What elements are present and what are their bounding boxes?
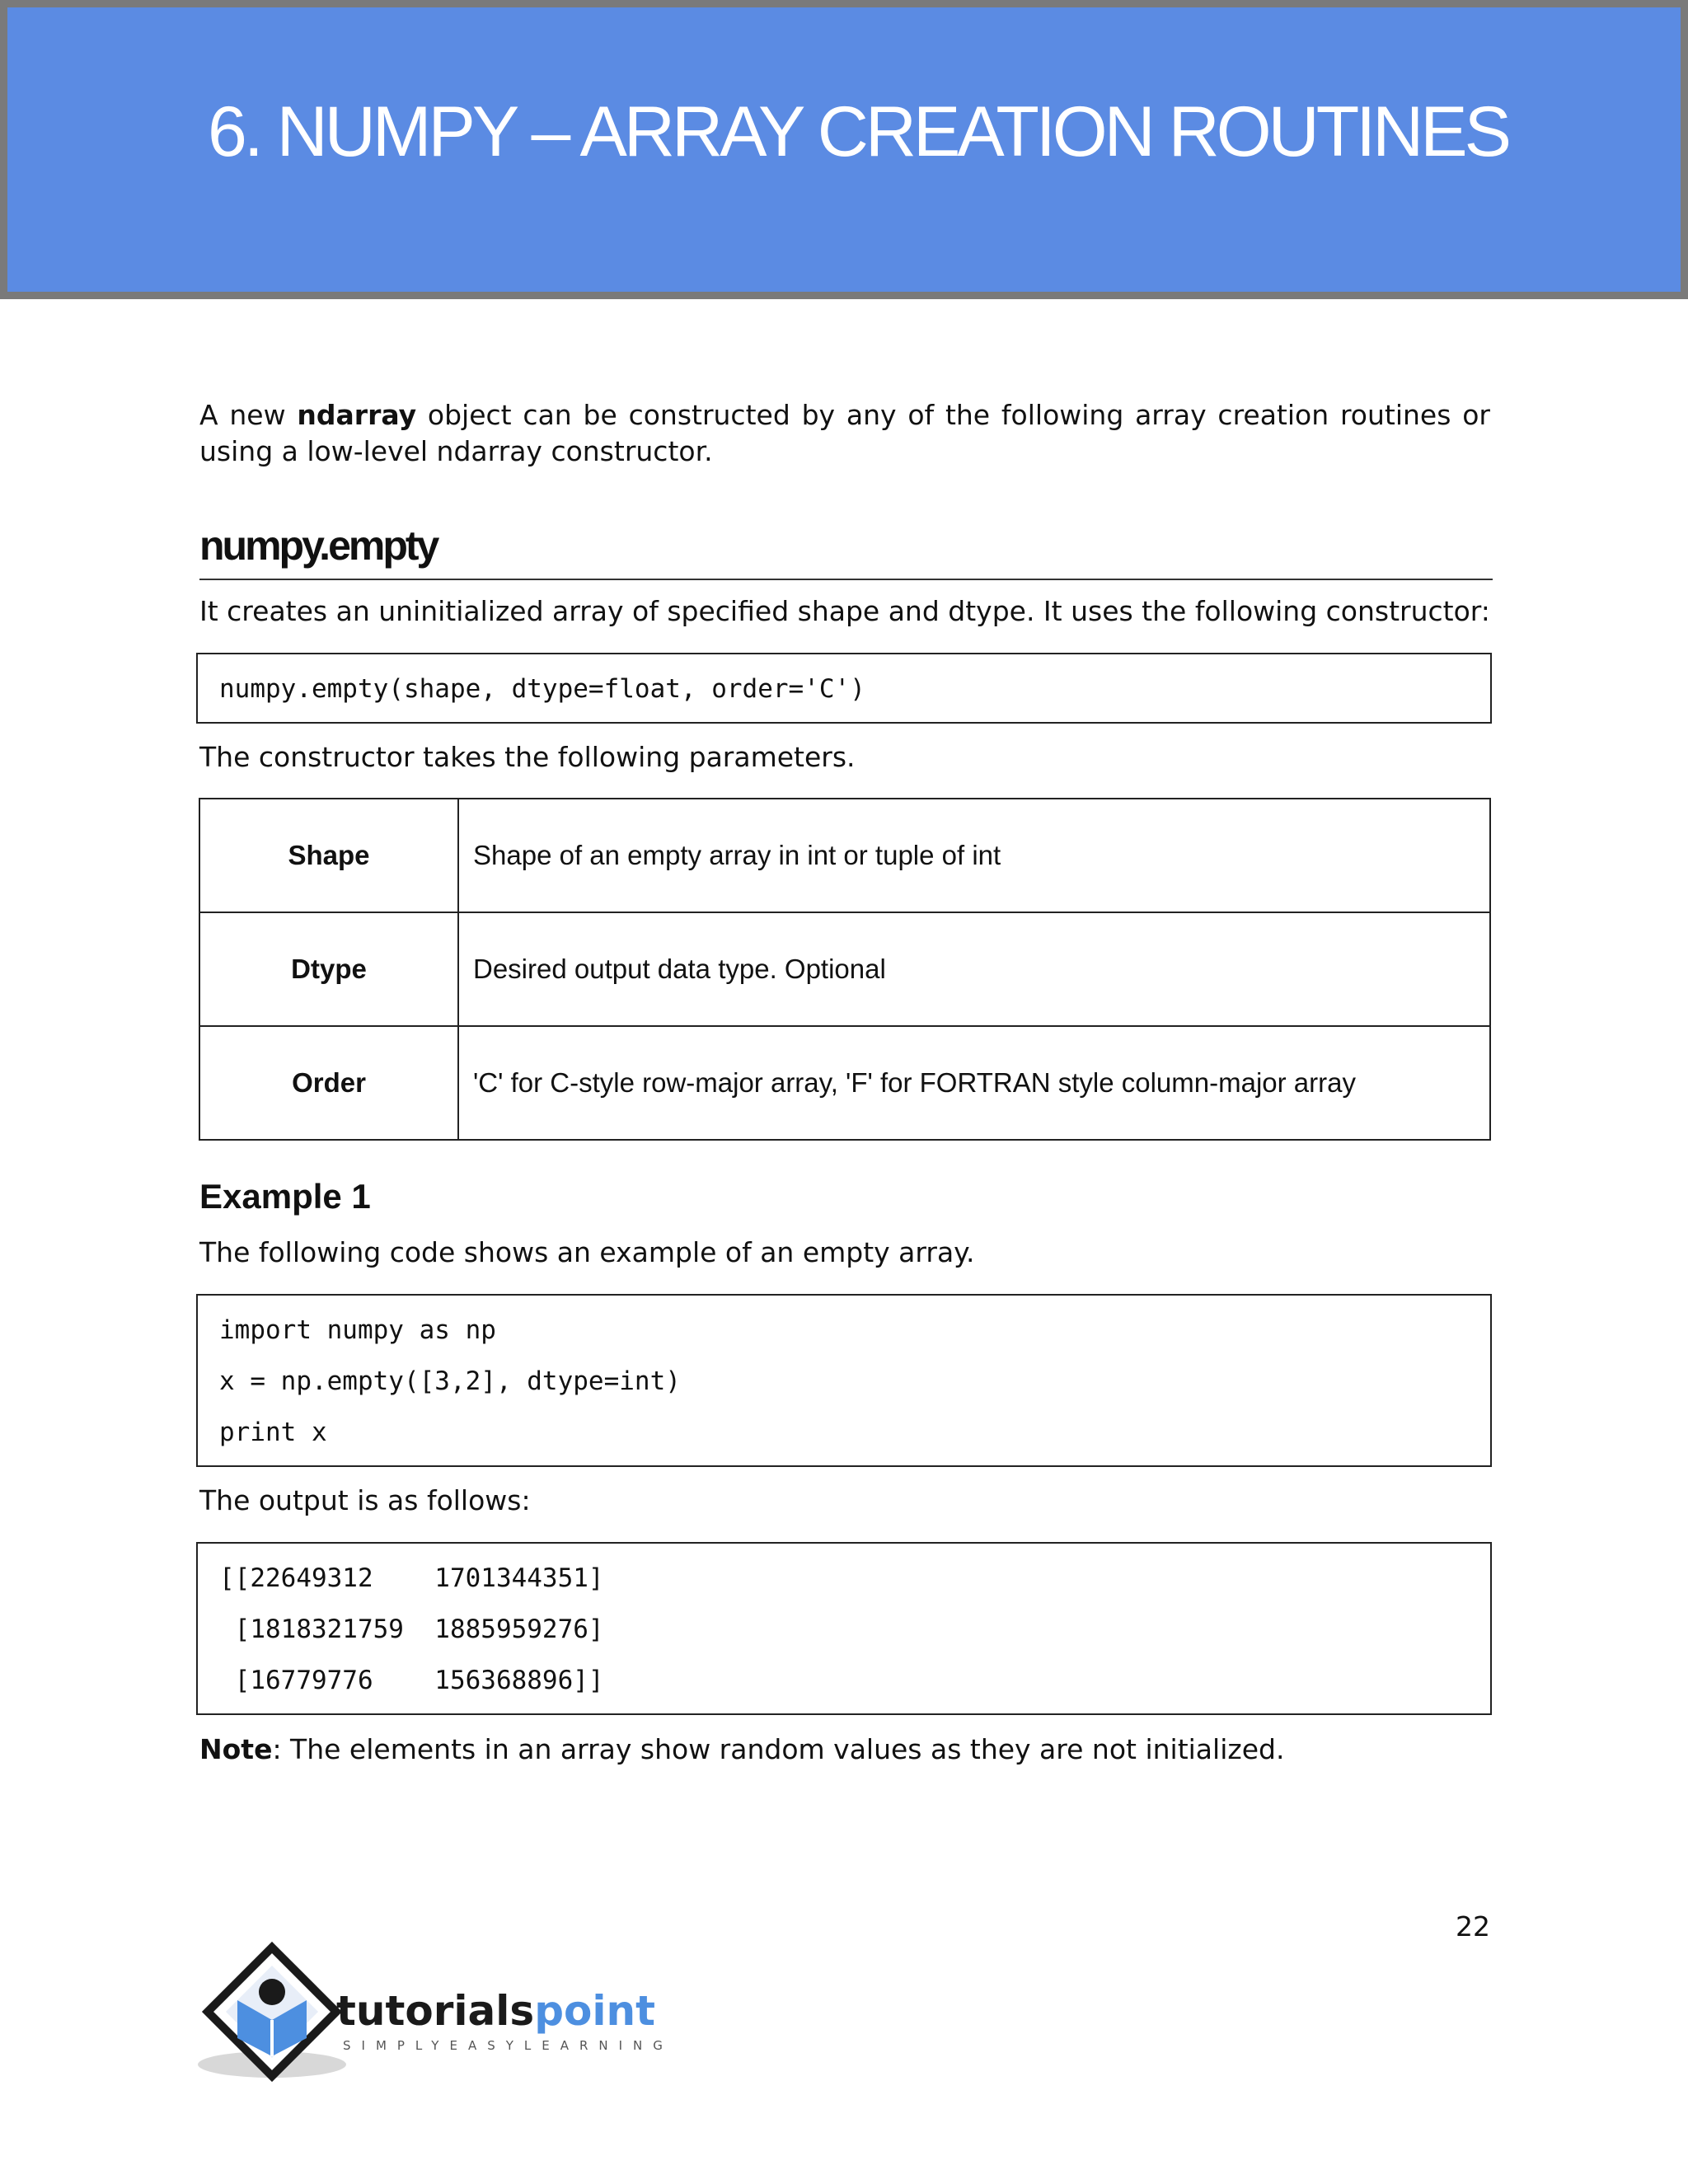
table-row	[199, 1026, 1490, 1140]
chapter-title: 6. NUMPY – ARRAY CREATION ROUTINES	[208, 92, 1508, 171]
param-desc-cell: 'C' for C-style row-major array, 'F' for FORTRAN style column-major array	[458, 1026, 1490, 1140]
code-line: print x	[219, 1418, 327, 1447]
logo-tagline: SIMPLYEASYLEARNING	[343, 2038, 673, 2053]
chapter-banner	[0, 0, 1688, 299]
intro-suffix: object can be constructed by any of the following array creation routines or using a low-level ndarray constructor.	[199, 399, 1490, 467]
code-line: numpy.empty(shape, dtype=float, order='C')	[219, 674, 865, 704]
reader-head-icon	[259, 1979, 285, 2005]
table-row	[199, 799, 1490, 912]
logo-wordmark-part2: point	[534, 1987, 655, 2035]
parameters-table	[199, 798, 1491, 1141]
param-desc-cell: Desired output data type. Optional	[458, 912, 1490, 1026]
output-line: [[22649312 1701344351]	[219, 1563, 604, 1593]
intro-bold-term: ndarray	[297, 399, 417, 431]
output-line: [1818321759 1885959276]	[219, 1615, 604, 1644]
param-name-cell: Shape	[199, 799, 458, 912]
output-code-box	[196, 1542, 1492, 1715]
logo-wordmark-part1: tutorials	[336, 1987, 535, 2035]
example-intro-paragraph: The following code shows an example of an empty array.	[199, 1236, 975, 1268]
params-intro-paragraph: The constructor takes the following parameters.	[199, 741, 856, 773]
example-code-box	[196, 1294, 1492, 1467]
note-label: Note	[199, 1733, 273, 1765]
description-paragraph: It creates an uninitialized array of specified shape and dtype. It uses the following constructor:	[199, 595, 1490, 627]
tutorialspoint-logo	[196, 1941, 682, 2085]
example-heading: Example 1	[199, 1177, 371, 1216]
param-desc-cell: Shape of an empty array in int or tuple of int	[458, 799, 1490, 912]
code-line: import numpy as np	[219, 1315, 496, 1345]
intro-prefix: A new	[199, 399, 298, 431]
section-heading: numpy.empty	[199, 521, 1493, 580]
table-row	[199, 912, 1490, 1026]
param-name-cell: Order	[199, 1026, 458, 1140]
constructor-code-box	[196, 653, 1492, 724]
param-name-cell: Dtype	[199, 912, 458, 1026]
intro-paragraph	[199, 397, 1490, 470]
note-paragraph	[199, 1732, 1284, 1768]
page-number: 22	[1456, 1910, 1490, 1943]
output-intro-paragraph: The output is as follows:	[199, 1484, 531, 1516]
code-line: x = np.empty([3,2], dtype=int)	[219, 1366, 681, 1396]
note-text: : The elements in an array show random values as they are not initialized.	[272, 1733, 1285, 1765]
output-line: [16779776 156368896]]	[219, 1666, 604, 1695]
logo-wordmark	[336, 1987, 655, 2035]
